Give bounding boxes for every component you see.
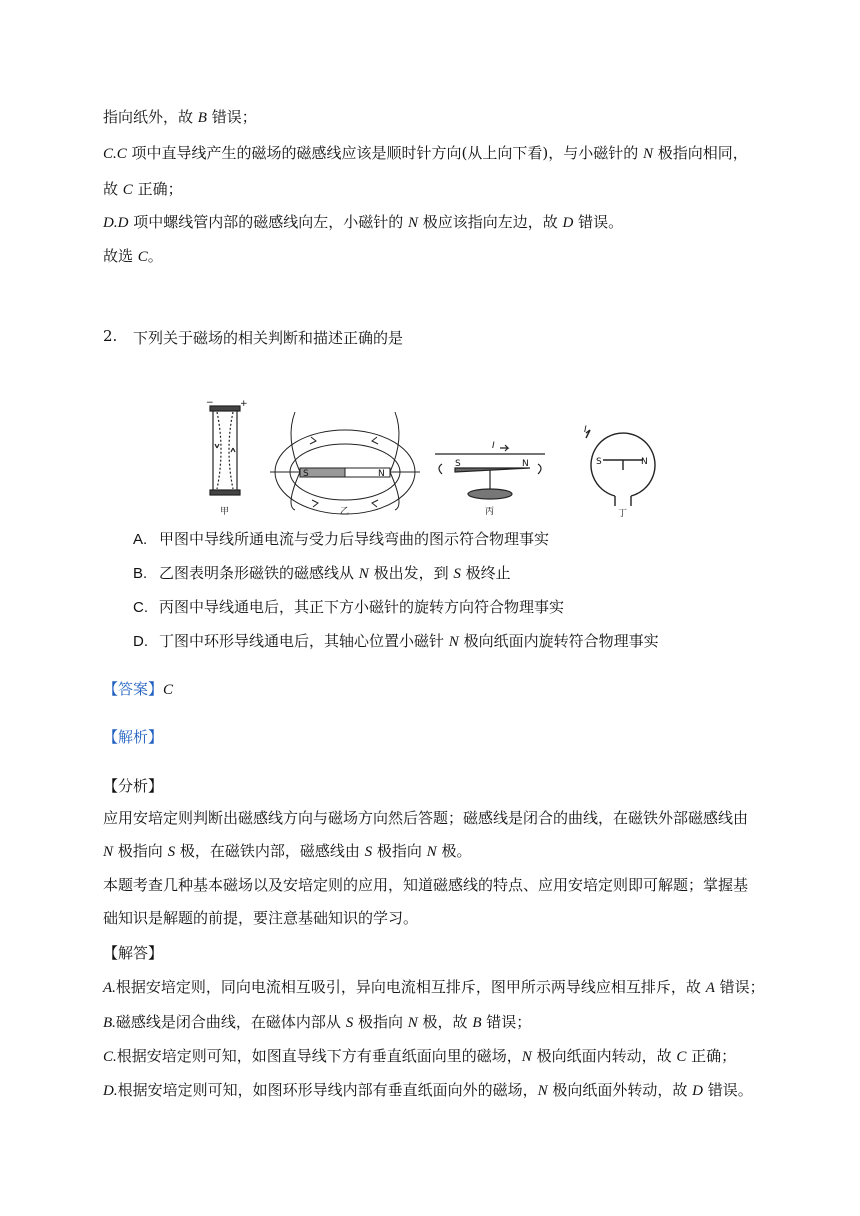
var: S xyxy=(453,566,461,582)
svg-text:−: − xyxy=(206,398,214,408)
var: N xyxy=(521,1049,532,1065)
option-text: 丁图中环形导线通电后，其轴心位置小磁针 xyxy=(159,632,449,650)
text: 极向纸面外转动，故 xyxy=(547,1081,693,1099)
var: B xyxy=(197,110,207,126)
option-text: 极向纸面内旋转符合物理事实 xyxy=(458,632,659,650)
text: 项中螺线管内部的磁感线向左，小磁针的 xyxy=(128,213,408,231)
text: 正确； xyxy=(132,180,183,198)
text: 根据安培定则，同向电流相互吸引，异向电流相互排斥，图甲所示两导线应相互排斥，故 xyxy=(115,978,706,996)
question-figure xyxy=(200,398,670,520)
text: 错误。 xyxy=(573,213,624,231)
var: C xyxy=(122,182,133,198)
var: C xyxy=(137,249,148,265)
figure-bing xyxy=(435,445,545,499)
svg-text:+: + xyxy=(240,399,248,409)
svg-text:N: N xyxy=(522,459,529,469)
prev-solution-line-5 xyxy=(103,245,163,268)
jieda-d xyxy=(103,1079,753,1102)
var: N xyxy=(537,1083,548,1099)
jieda-c xyxy=(103,1045,736,1068)
var: N xyxy=(407,215,418,231)
option-text: 极终止 xyxy=(460,564,511,582)
var: S xyxy=(345,1015,354,1031)
text: 错误； xyxy=(206,108,257,126)
text: 极，故 xyxy=(417,1013,473,1031)
svg-text:I: I xyxy=(492,441,495,451)
text: 指向纸外，故 xyxy=(103,108,198,126)
prev-solution-line-3 xyxy=(103,178,183,201)
var: D xyxy=(692,1083,704,1099)
text: 极指向 xyxy=(372,842,427,860)
caption-ding: 丁 xyxy=(618,509,628,519)
jieda-a xyxy=(103,976,765,999)
text: 极指向相同， xyxy=(653,144,748,162)
var: A. xyxy=(103,980,116,996)
svg-text:S: S xyxy=(596,457,602,467)
var: D. xyxy=(103,1083,118,1099)
text: 。 xyxy=(147,247,163,265)
prev-solution-line-4 xyxy=(103,211,623,234)
text: 错误。 xyxy=(703,1081,753,1099)
text: 正确； xyxy=(686,1047,737,1065)
option-label: A. xyxy=(133,531,148,548)
option-label: B. xyxy=(133,565,148,582)
var: N xyxy=(426,844,437,860)
answer-value: C xyxy=(163,682,174,698)
option-label: C. xyxy=(133,599,148,616)
fenxi-line-2 xyxy=(103,840,471,863)
var: B xyxy=(472,1015,482,1031)
text: 错误； xyxy=(481,1013,532,1031)
var: N xyxy=(407,1015,418,1031)
var: D.D xyxy=(103,215,129,231)
caption-yi: 乙 xyxy=(340,507,350,517)
figure-svg xyxy=(200,398,670,520)
figure-jia xyxy=(210,406,240,495)
option-label: D. xyxy=(133,633,148,650)
svg-text:N: N xyxy=(641,457,648,467)
var: C. xyxy=(103,1049,117,1065)
text: 故选 xyxy=(103,247,138,265)
text: 极应该指向左边，故 xyxy=(417,213,563,231)
fenxi-line-1: 应用安培定则判断出磁感线方向与磁场方向然后答题；磁感线是闭合的曲线，在磁铁外部磁感线由 xyxy=(103,809,749,827)
fenxi-line-4: 础知识是解题的前提，要注意基础知识的学习。 xyxy=(103,909,419,927)
analysis-tag: 【解析】 xyxy=(103,728,164,746)
text: 根据安培定则可知，如图环形导线内部有垂直纸面向外的磁场， xyxy=(117,1081,538,1099)
text: 故 xyxy=(103,180,123,198)
option-text: 乙图表明条形磁铁的磁感线从 xyxy=(159,564,359,582)
var: S xyxy=(167,844,176,860)
var: S xyxy=(364,844,373,860)
svg-text:I: I xyxy=(584,425,587,435)
var: A xyxy=(705,980,715,996)
var: N xyxy=(103,844,114,860)
figure-ding xyxy=(586,430,655,506)
var: C xyxy=(676,1049,687,1065)
jieda-b xyxy=(103,1011,531,1034)
caption-bing: 丙 xyxy=(485,507,495,517)
text: 极向纸面内转动，故 xyxy=(531,1047,677,1065)
text: 极指向 xyxy=(113,842,168,860)
svg-text:S: S xyxy=(455,459,461,469)
var: N xyxy=(643,146,654,162)
svg-text:N: N xyxy=(378,469,385,479)
text: 极指向 xyxy=(353,1013,408,1031)
fenxi-line-3: 本题考查几种基本磁场以及安培定则的应用，知道磁感线的特点、应用安培定则即可解题；掌握基 xyxy=(103,876,749,894)
option-d[interactable] xyxy=(133,630,659,651)
jieda-heading: 【解答】 xyxy=(103,944,164,962)
option-a[interactable] xyxy=(133,528,549,549)
text: 错误； xyxy=(714,978,765,996)
prev-solution-line-1 xyxy=(103,106,257,129)
question-stem: 下列关于磁场的相关判断和描述正确的是 xyxy=(133,329,404,347)
figure-yi xyxy=(270,412,420,514)
prev-solution-line-2 xyxy=(103,142,748,165)
svg-text:S: S xyxy=(303,469,309,479)
var: N xyxy=(448,634,459,650)
option-c[interactable] xyxy=(133,596,564,617)
answer-tag: 【答案】 xyxy=(103,680,164,698)
text: 极，在磁铁内部，磁感线由 xyxy=(175,842,365,860)
var: D xyxy=(562,215,574,231)
option-text: 甲图中导线所通电流与受力后导线弯曲的图示符合物理事实 xyxy=(159,530,550,548)
answer-line xyxy=(103,678,173,699)
text: 极。 xyxy=(436,842,472,860)
var: B. xyxy=(103,1015,116,1031)
var: N xyxy=(358,566,369,582)
var: C.C xyxy=(103,146,127,162)
option-text: 丙图中导线通电后，其正下方小磁针的旋转方向符合物理事实 xyxy=(159,598,565,616)
text: 项中直导线产生的磁场的磁感线应该是顺时针方向(从上向下看)，与小磁针的 xyxy=(126,144,644,162)
text: 根据安培定则可知，如图直导线下方有垂直纸面向里的磁场， xyxy=(116,1047,522,1065)
question-number: 2. xyxy=(103,327,118,345)
text: 磁感线是闭合曲线，在磁体内部从 xyxy=(115,1013,346,1031)
fenxi-heading: 【分析】 xyxy=(103,777,164,795)
option-text: 极出发，到 xyxy=(368,564,454,582)
option-b[interactable] xyxy=(133,562,511,583)
caption-jia: 甲 xyxy=(220,507,230,517)
